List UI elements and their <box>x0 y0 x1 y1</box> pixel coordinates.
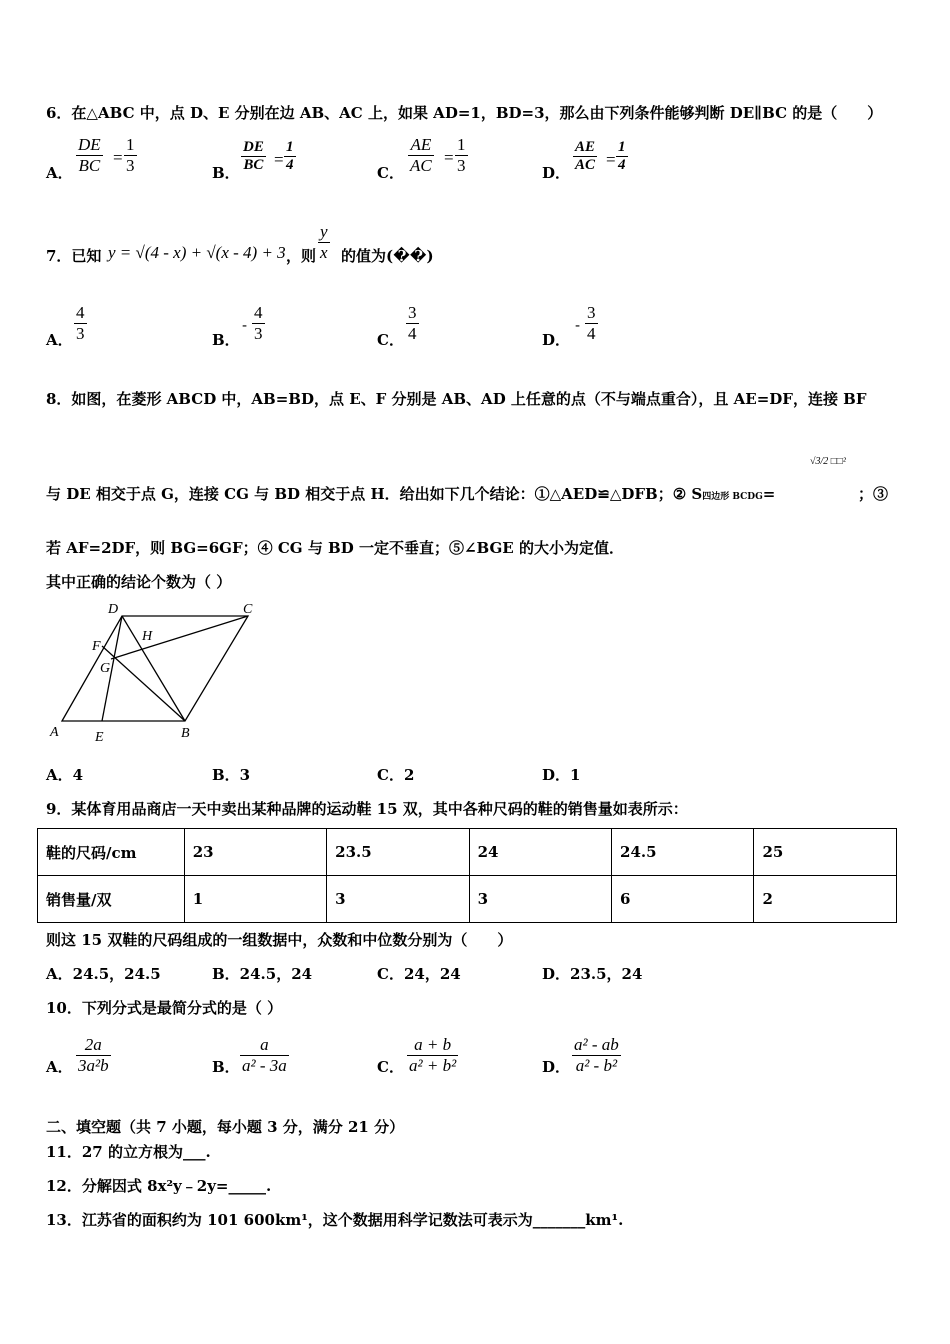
q9-option-b: B．24.5，24 <box>212 965 313 983</box>
q6-stem: 6．在△ABC 中，点 D、E 分别在边 AB、AC 上，如果 AD=1，BD=3，那么由下列条件能够判断 DE∥BC 的是（ ） <box>46 104 883 122</box>
q7-option-c-label: C． <box>377 331 404 349</box>
table-cell: 销售量/双 <box>38 876 185 923</box>
q9-size-table <box>37 828 897 923</box>
rhombus-outline <box>62 616 248 721</box>
q9-question: 则这 15 双鞋的尺码组成的一组数据中，众数和中位数分别为（ ） <box>46 931 513 949</box>
q10-option-c-label: C． <box>377 1058 404 1076</box>
table-cell: 24.5 <box>612 829 754 876</box>
q8-option-d: D．1 <box>542 766 581 784</box>
q7-option-b-value: $\frac{4}{3}$ <box>254 303 263 343</box>
q8-line2: 与 DE 相交于点 G，连接 CG 与 BD 相交于点 H．给出如下几个结论：①△AED≌△DFB；② S四边形 BCDG= <box>46 485 776 503</box>
q10-option-a-frac: $\frac{2a}{\text{3a²b}}$ <box>78 1035 109 1075</box>
q8-area-formula: √3/2 □□² <box>810 456 846 467</box>
q6-option-c-frac: $\frac{AE}{AC}$ <box>410 135 432 175</box>
q7-option-b-label: B． <box>212 331 240 349</box>
segment-bd <box>122 616 185 721</box>
q10-option-c-frac: $\frac{a + b}{\text{a² + b²}}$ <box>409 1035 457 1075</box>
q6-option-d-label: D． <box>542 164 571 182</box>
q7-fraction: $\frac{y}{x}$ <box>320 222 328 262</box>
q9-option-d: D．23.5，24 <box>542 965 643 983</box>
q7-option-d-sign: - <box>575 316 581 334</box>
q6-option-d-frac: $\frac{AE}{AC}$ <box>575 139 596 173</box>
q10-option-b-label: B． <box>212 1058 240 1076</box>
section-2-heading: 二、填空题（共 7 小题，每小题 3 分，满分 21 分） <box>46 1118 405 1136</box>
q8-line2-end: ；③ <box>858 485 889 503</box>
q10-option-b-frac: $\frac{a}{\text{a² - 3a}}$ <box>242 1035 287 1075</box>
table-cell: 1 <box>184 876 326 923</box>
q10-option-a-label: A． <box>46 1058 73 1076</box>
table-cell: 24 <box>469 829 611 876</box>
table-row <box>38 829 897 876</box>
q7-prefix: 7．已知 <box>46 247 102 265</box>
segment-cg <box>111 616 248 659</box>
q11: 11．27 的立方根为___. <box>46 1143 211 1161</box>
q12: 12．分解因式 8x²y﹣2y=_____. <box>46 1177 272 1195</box>
q10-stem: 10．下列分式是最简分式的是（ ） <box>46 999 283 1017</box>
table-cell: 23 <box>184 829 326 876</box>
q6-option-a-value: $\frac{1}{3}$ <box>126 135 135 175</box>
q7-option-c-value: $\frac{3}{4}$ <box>408 303 417 343</box>
q7-suffix: 的值为(��) <box>341 247 434 265</box>
table-cell: 3 <box>469 876 611 923</box>
label-a: A <box>50 725 59 740</box>
q7-option-a-value: $\frac{4}{3}$ <box>76 303 85 343</box>
label-h: H <box>142 629 153 644</box>
table-cell: 2 <box>754 876 897 923</box>
table-cell: 23.5 <box>327 829 469 876</box>
q8-line1: 8．如图，在菱形 ABCD 中，AB=BD，点 E、F 分别是 AB、AD 上任意的点（不与端点重合），且 AE=DF，连接 BF <box>46 390 867 408</box>
q10-option-d-frac: $\frac{\text{a² - ab}}{\text{a² - b²}}$ <box>574 1035 619 1075</box>
table-cell: 6 <box>612 876 754 923</box>
table-row <box>38 876 897 923</box>
q7-expression: y = √(4 - x) + √(x - 4) + 3 <box>108 243 286 262</box>
q8-option-a: A．4 <box>46 766 84 784</box>
q6-option-a-frac: $\frac{DE}{BC}$ <box>78 135 101 175</box>
label-d: D <box>108 602 119 617</box>
q9-stem: 9．某体育用品商店一天中卖出某种品牌的运动鞋 15 双，其中各种尺码的鞋的销售量如表所示： <box>46 800 688 818</box>
q6-option-c-value: $\frac{1}{3}$ <box>457 135 466 175</box>
table-cell: 鞋的尺码/cm <box>38 829 185 876</box>
label-f: F <box>92 639 101 654</box>
label-e: E <box>95 730 104 745</box>
table-cell: 3 <box>327 876 469 923</box>
q8-line4: 其中正确的结论个数为（ ） <box>46 573 232 591</box>
q13: 13．江苏省的面积约为 101 600km¹，这个数据用科学记数法可表示为_______km¹. <box>46 1211 624 1229</box>
q7-option-d-label: D． <box>542 331 571 349</box>
q6-option-c-label: C． <box>377 164 404 182</box>
q10-option-d-label: D． <box>542 1058 571 1076</box>
label-b: B <box>181 726 190 741</box>
q7-option-d-value: $\frac{3}{4}$ <box>587 303 596 343</box>
table-cell: 25 <box>754 829 897 876</box>
q8-option-c: C．2 <box>377 766 415 784</box>
q6-option-b-value: $\frac{1}{4}$ <box>286 139 294 173</box>
q6-option-b-label: B． <box>212 164 240 182</box>
q6-option-d-value: $\frac{1}{4}$ <box>618 139 626 173</box>
q8-rhombus-figure <box>44 598 264 748</box>
label-c: C <box>243 602 253 617</box>
q9-option-a: A．24.5，24.5 <box>46 965 161 983</box>
q7-option-b-sign: - <box>242 316 248 334</box>
q9-option-c: C．24，24 <box>377 965 461 983</box>
q7-sep: ，则 <box>286 247 317 265</box>
q7-option-a-label: A． <box>46 331 73 349</box>
q8-line3: 若 AF=2DF，则 BG=6GF；④ CG 与 BD 一定不垂直；⑤∠BGE 的大小为定值． <box>46 539 624 557</box>
q6-option-a-label: A． <box>46 164 73 182</box>
q6-option-b-frac: $\frac{DE}{BC}$ <box>243 139 264 173</box>
q8-option-b: B．3 <box>212 766 251 784</box>
label-g: G <box>100 661 111 676</box>
